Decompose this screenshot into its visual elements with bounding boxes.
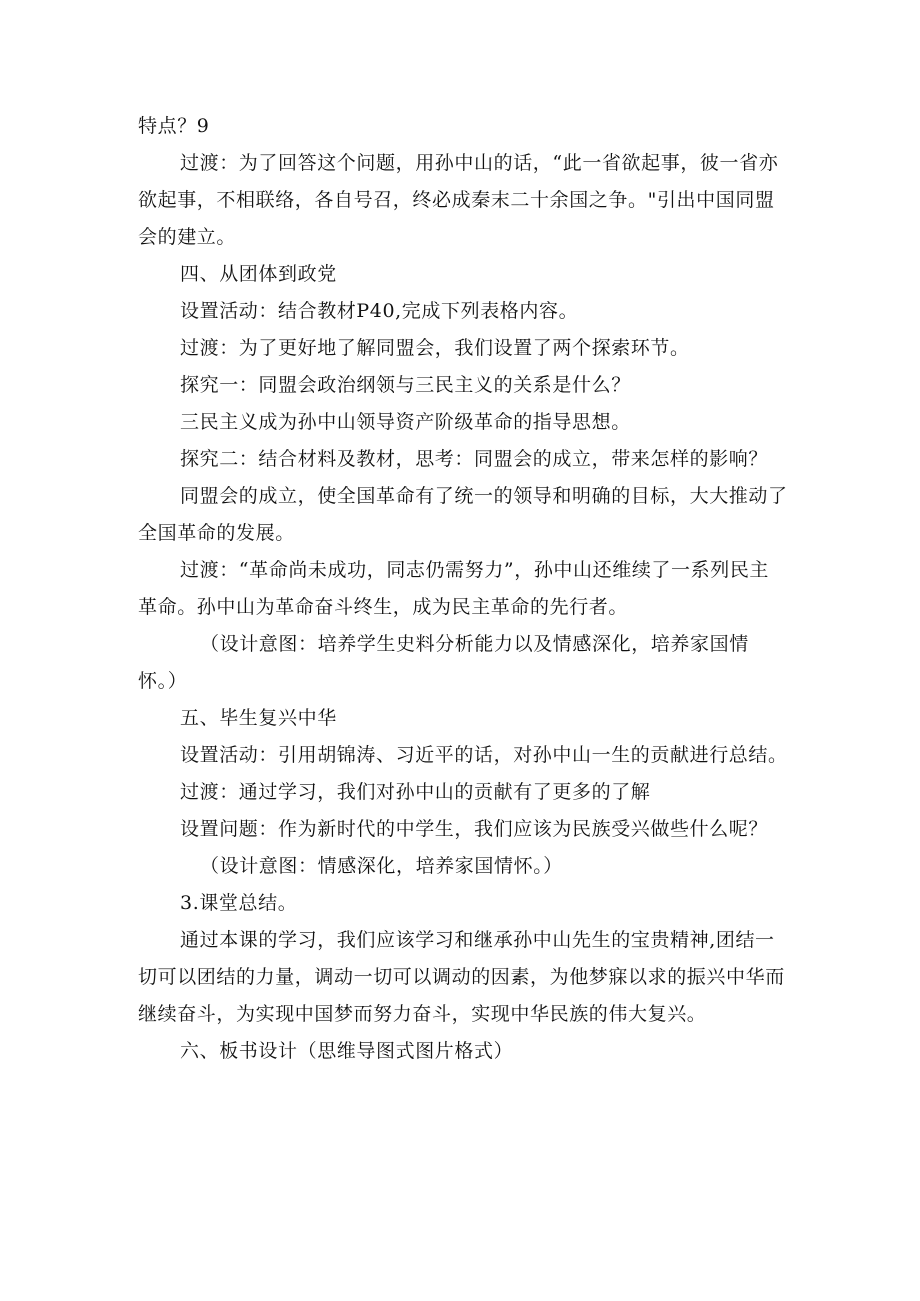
paragraph-transition-3: 过渡：“革命尚未成功，同志仍需努力”，孙中山还维续了一系列民主革命。孙中山为革命奋斗终生，成为民主革命的先行者。 (138, 559, 770, 618)
paragraph-activity-1: 设置活动：结合教材P40,完成下列表格内容。 (180, 300, 579, 322)
paragraph-summary: 通过本课的学习，我们应该学习和继承孙中山先生的宝贵精神,团结一切可以团结的力量，调动一切可以调动的因素，为他梦寐以求的振兴中华而继续奋斗，为实现中国梦而努力奋斗，实现中华民族的伟大复兴。 (138, 929, 785, 1025)
document-body (138, 108, 788, 1070)
paragraph-transition-2: 过渡：为了更好地了解同盟会，我们设置了两个探索环节。 (180, 337, 690, 359)
paragraph-summary-heading: 3.课堂总结。 (180, 892, 298, 914)
paragraph-transition-4: 过渡：通过学习，我们对孙中山的贡献有了更多的了解 (180, 781, 651, 803)
section-heading-4: 四、从团体到政党 (180, 263, 337, 285)
paragraph-inquiry-1: 探究一：同盟会政治纲领与三民主义的关系是什么？ (180, 374, 631, 396)
paragraph-continuation: 特点？9 (138, 115, 210, 137)
paragraph-design-intent-2: （设计意图：情感深化，培养家国情怀。） (200, 855, 563, 877)
section-heading-5: 五、毕生复兴中华 (180, 707, 337, 729)
paragraph-design-intent-1: （设计意图：培养学生史料分析能力以及情感深化，培养家国情怀。） (138, 633, 749, 692)
paragraph-activity-2: 设置活动：引用胡锦涛、习近平的话，对孙中山一生的贡献进行总结。 (180, 744, 788, 766)
paragraph-answer-1: 三民主义成为孙中山领导资产阶级革命的指导思想。 (180, 411, 631, 433)
section-heading-6: 六、板书设计（思维导图式图片格式） (180, 1040, 514, 1062)
paragraph-inquiry-2: 探究二：结合材料及教材，思考：同盟会的成立，带来怎样的影响？ (180, 448, 769, 470)
paragraph-transition-1: 过渡：为了回答这个问题，用孙中山的话，“此一省欲起事，彼一省亦欲起事，不相联络，各自号召，终必成秦末二十余国之争。"引出中国同盟会的建立。 (138, 152, 779, 248)
paragraph-answer-2: 同盟会的成立，使全国革命有了统一的领导和明确的目标，大大推动了全国革命的发展。 (138, 485, 788, 544)
paragraph-question: 设置问题：作为新时代的中学生，我们应该为民族受兴做些什么呢？ (180, 818, 769, 840)
